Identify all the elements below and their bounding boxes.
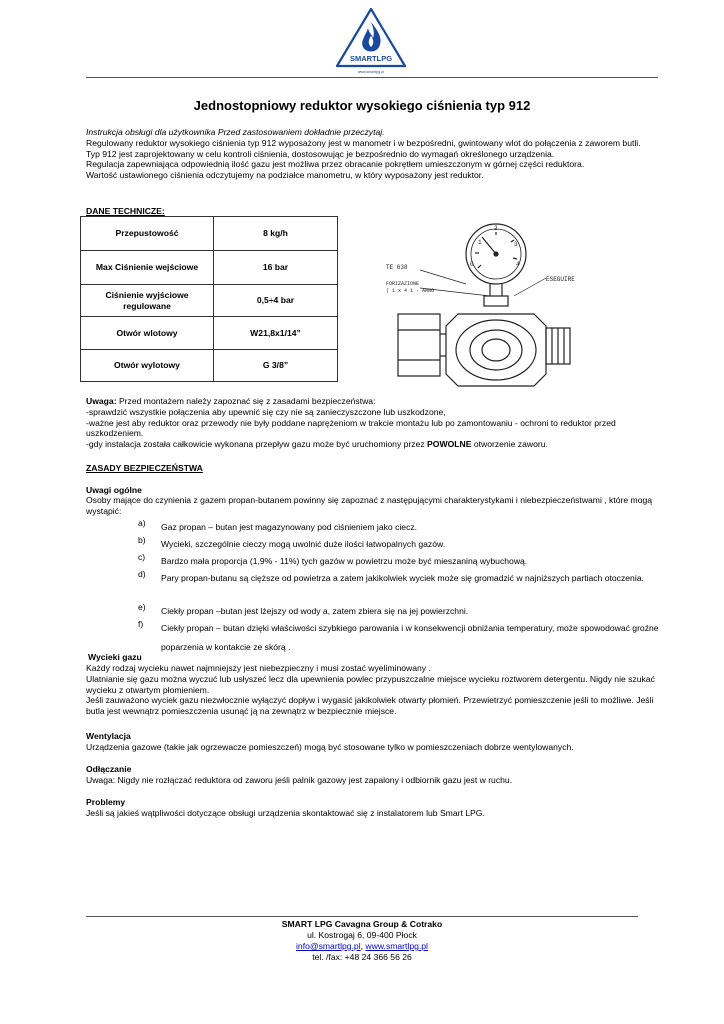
table-row — [81, 217, 338, 251]
diagram-label: FORIZAZIONE — [386, 281, 420, 287]
specs-heading: DANE TECHNICZE: — [86, 206, 165, 216]
problems-text: Jeśli są jakieś wątpliwości dotyczące obsługi urządzenia skontaktować się z instalatorem lub Smart LPG. — [86, 808, 485, 818]
table-row — [81, 317, 338, 350]
warning-line: -sprawdzić wszystkie połączenia aby upewnić się czy nie są zanieczyszczone lub uszkodzone, — [86, 406, 446, 417]
disconnect-heading: Odłączanie — [86, 764, 132, 774]
safety-heading: ZASADY BEZPIECZEŃSTWA — [86, 463, 203, 473]
warning-intro: Uwaga: Przed montażem należy zapoznać się z zasadami bezpieczeństwa: — [86, 396, 376, 406]
intro-paragraph: Regulowany reduktor wysokiego ciśnienia typ 912 wyposażony jest w manometr i w bezpośredni, gwintowany wlot do połączenia z zaworem butli. — [86, 137, 641, 148]
gauge-mark: 0 — [470, 261, 474, 268]
leaks-section — [86, 663, 660, 717]
diagram-label: ( 1 x 4 1 - ANNO — [386, 288, 435, 294]
diagram-label: TE 638 — [386, 264, 408, 271]
disconnect-text: Uwaga: Nigdy nie rozłączać reduktora od zaworu jeśli palnik gazowy jest zapalony i odbiornik gazu jest w ruchu. — [86, 775, 513, 785]
header-divider — [86, 77, 658, 78]
footer-contact: info@smartlpg.pl, www.smartlpg.pl — [296, 941, 428, 951]
leaks-line: Jeśli zauważono wyciek gazu niezwłocznie wyłączyć dopływ i wygasić jakikolwiek otwarty płomień. Przewietrzyć pomieszczenie jeśli to możliwe. Jeśli butla jest wewnątrz pomieszczenia usunąć ją na zewnątrz w bezpiecznie miejsce. — [86, 695, 654, 717]
gauge-mark: 3 — [514, 241, 518, 248]
intro-paragraph: Regulacja zapewniająca odpowiednią ilość gazu jest możliwa przez obracanie pokrętłem umieszczonym w górnej części reduktora. — [86, 159, 585, 170]
leaks-line: Ulatnianie się gazu można wyczuć lub usłyszeć lecz dla upewnienia powlec przypuszczalne miejsce wycieku roztworem detergentu. Nigdy nie szukać wycieku z otwartym płomieniem. — [86, 673, 655, 695]
website-link[interactable]: www.smartlpg.pl — [365, 941, 428, 951]
specs-table — [80, 216, 338, 382]
intro-section — [86, 127, 658, 181]
spec-label: Otwór wylotowy — [81, 350, 214, 382]
diagram-label: ESEGUIRE — [546, 276, 575, 283]
gauge-mark: 1 — [478, 239, 482, 246]
footer-divider — [86, 916, 638, 917]
general-text: Osoby mające do czynienia z gazem propan-butanem powinny się zapoznać z następującymi charakterystykami i niebezpieczeństwami , które mogą wystąpić: — [86, 495, 653, 516]
spec-value: G 3/8” — [214, 350, 338, 382]
footer-address: ul. Kostrogaj 6, 09-400 Płock — [307, 930, 417, 940]
footer-phone: tel. /fax: +48 24 366 56 26 — [312, 952, 412, 962]
leaks-heading: Wycieki gazu — [88, 652, 142, 662]
spec-value: 0,5÷4 bar — [214, 285, 338, 317]
warning-label: Uwaga: — [86, 396, 117, 406]
email-link[interactable]: info@smartlpg.pl — [296, 941, 361, 951]
smartlpg-logo — [335, 8, 407, 76]
instruction-note: Instrukcja obsługi dla użytkownika Przed zastosowaniem dokładnie przeczytaj. — [86, 127, 385, 137]
gauge-mark: 4 — [516, 261, 520, 268]
spec-label: Otwór wlotowy — [81, 317, 214, 350]
spec-label: Przepustowość — [81, 217, 214, 251]
table-row — [81, 350, 338, 382]
table-row — [81, 251, 338, 285]
spec-label: Ciśnienie wyjściowe regulowane — [81, 285, 214, 317]
leaks-line: Każdy rodzaj wycieku nawet najmniejszy jest niebezpieczny i musi zostać wyeliminowany . — [86, 663, 431, 673]
spec-value: W21,8x1/14” — [214, 317, 338, 350]
document-title: Jednostopniowy reduktor wysokiego ciśnienia typ 912 — [193, 98, 531, 113]
table-row — [81, 285, 338, 317]
warning-line: -ważne jest aby reduktor oraz przewody nie były poddane naprężeniom w trakcie montażu lub po zamontowaniu - ochroni to reduktor przed uszkodzeniem. — [86, 417, 616, 439]
ventilation-heading: Wentylacja — [86, 731, 131, 741]
footer-company: SMART LPG Cavagna Group & Cotrako — [281, 919, 443, 929]
general-heading: Uwagi ogólne — [86, 485, 142, 495]
problems-heading: Problemy — [86, 797, 126, 807]
regulator-diagram — [386, 204, 586, 400]
ventilation-text: Urządzenia gazowe (takie jak ogrzewacze pomieszczeń) mogą być stosowane tylko w pomieszczeniach dobrze wentylowanych. — [86, 742, 574, 752]
warning-section — [86, 396, 658, 450]
intro-paragraph: Typ 912 jest zaprojektowany w celu kontroli ciśnienia, dostosowując je bezpośrednio do wymagań określonego urządzenia. — [86, 148, 555, 159]
spec-value: 16 bar — [214, 251, 338, 285]
intro-paragraph: Wartość ustawionego ciśnienia odczytujemy na podziałce manometru, w który wyposażony jest reduktor. — [86, 170, 484, 181]
logo-text: SMARTLPG — [349, 54, 393, 63]
spec-label: Max Ciśnienie wejściowe — [81, 251, 214, 285]
gauge-mark: 2 — [494, 225, 498, 232]
warning-line: -gdy instalacja została całkowicie wykonana przepływ gazu może być uruchomiony przez POWOLNE otworzenie zaworu. — [86, 439, 548, 450]
logo-subtext: www.smartlpg.pl — [357, 70, 385, 74]
spec-value: 8 kg/h — [214, 217, 338, 251]
